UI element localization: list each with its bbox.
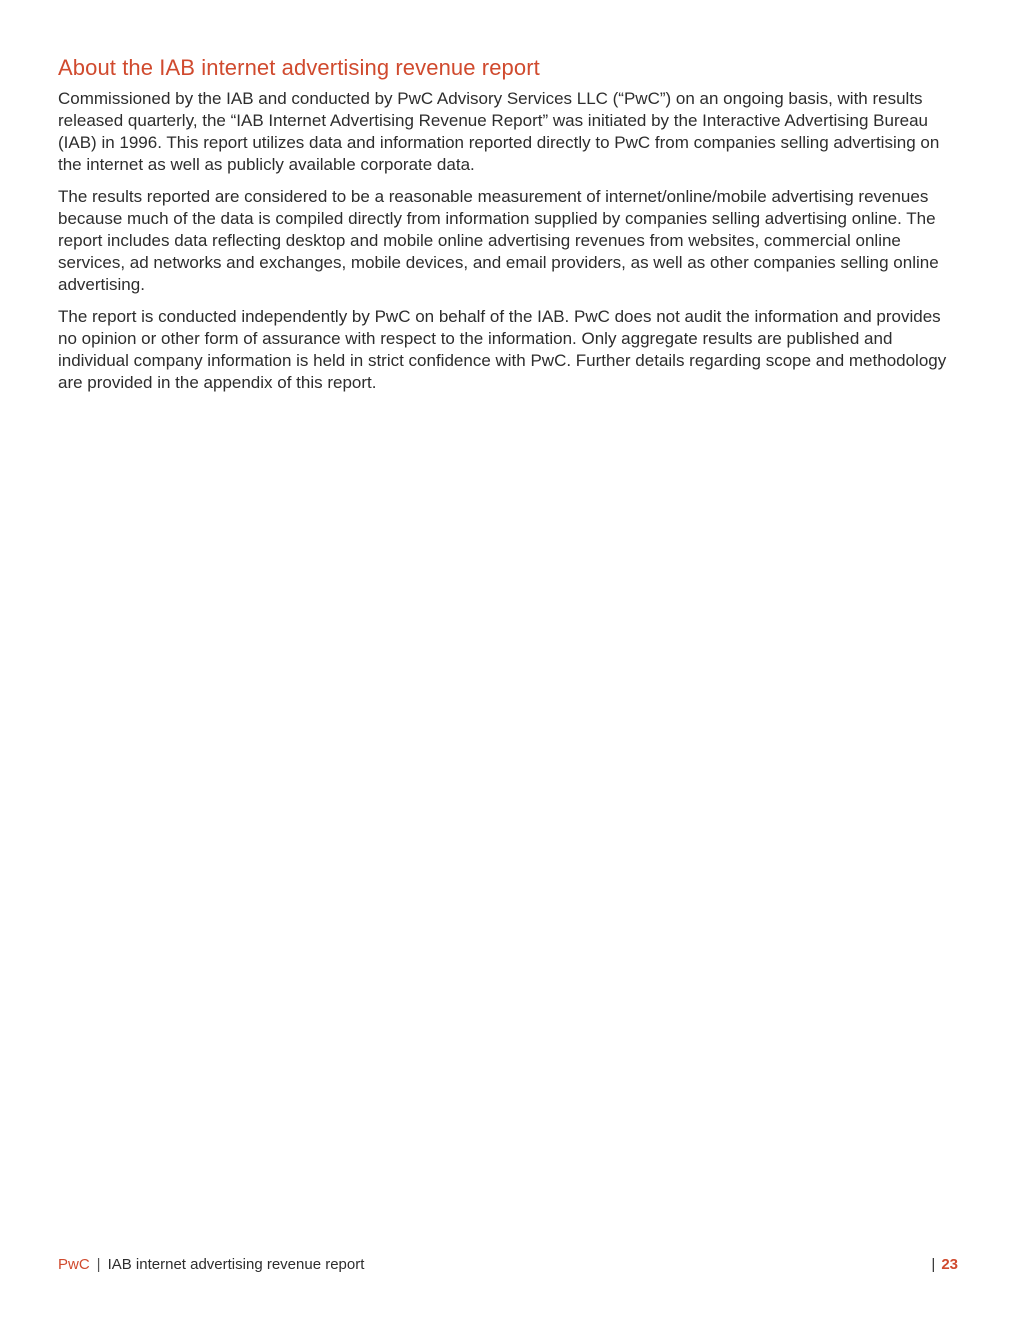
paragraph-independence: The report is conducted independently by PwC on behalf of the IAB. PwC does not audit the information and provides no opinion or other form of assurance with respect to the information. Only aggregate results are published and individual company information is held in strict confidence with PwC. Further details regarding scope and methodology are provided in the appendix of this report.	[58, 307, 947, 392]
section-heading: About the IAB internet advertising revenue report	[58, 55, 540, 80]
page-number: 23	[941, 1256, 958, 1273]
footer-brand: PwC	[58, 1256, 90, 1273]
page-number-separator: |	[931, 1256, 936, 1273]
paragraph-commissioned: Commissioned by the IAB and conducted by PwC Advisory Services LLC (“PwC”) on an ongoing basis, with results released quarterly, the “IAB Internet Advertising Revenue Report” was initiated by the Interactive Advertising Bureau (IAB) in 1996. This report utilizes data and information reported directly to PwC from companies selling advertising on the internet as well as publicly available corporate data.	[58, 89, 940, 174]
footer-report-title: IAB internet advertising revenue report	[107, 1256, 365, 1273]
paragraph-results: The results reported are considered to be a reasonable measurement of internet/online/mobile advertising revenues because much of the data is compiled directly from information supplied by companies selling advertising online. The report includes data reflecting desktop and mobile online advertising revenues from websites, commercial online services, ad networks and exchanges, mobile devices, and email providers, as well as other companies selling online advertising.	[58, 187, 939, 294]
page-content	[58, 54, 958, 404]
footer-separator: |	[96, 1256, 101, 1273]
page-footer	[58, 1255, 958, 1275]
footer-left	[58, 1255, 364, 1275]
footer-right	[931, 1255, 958, 1275]
